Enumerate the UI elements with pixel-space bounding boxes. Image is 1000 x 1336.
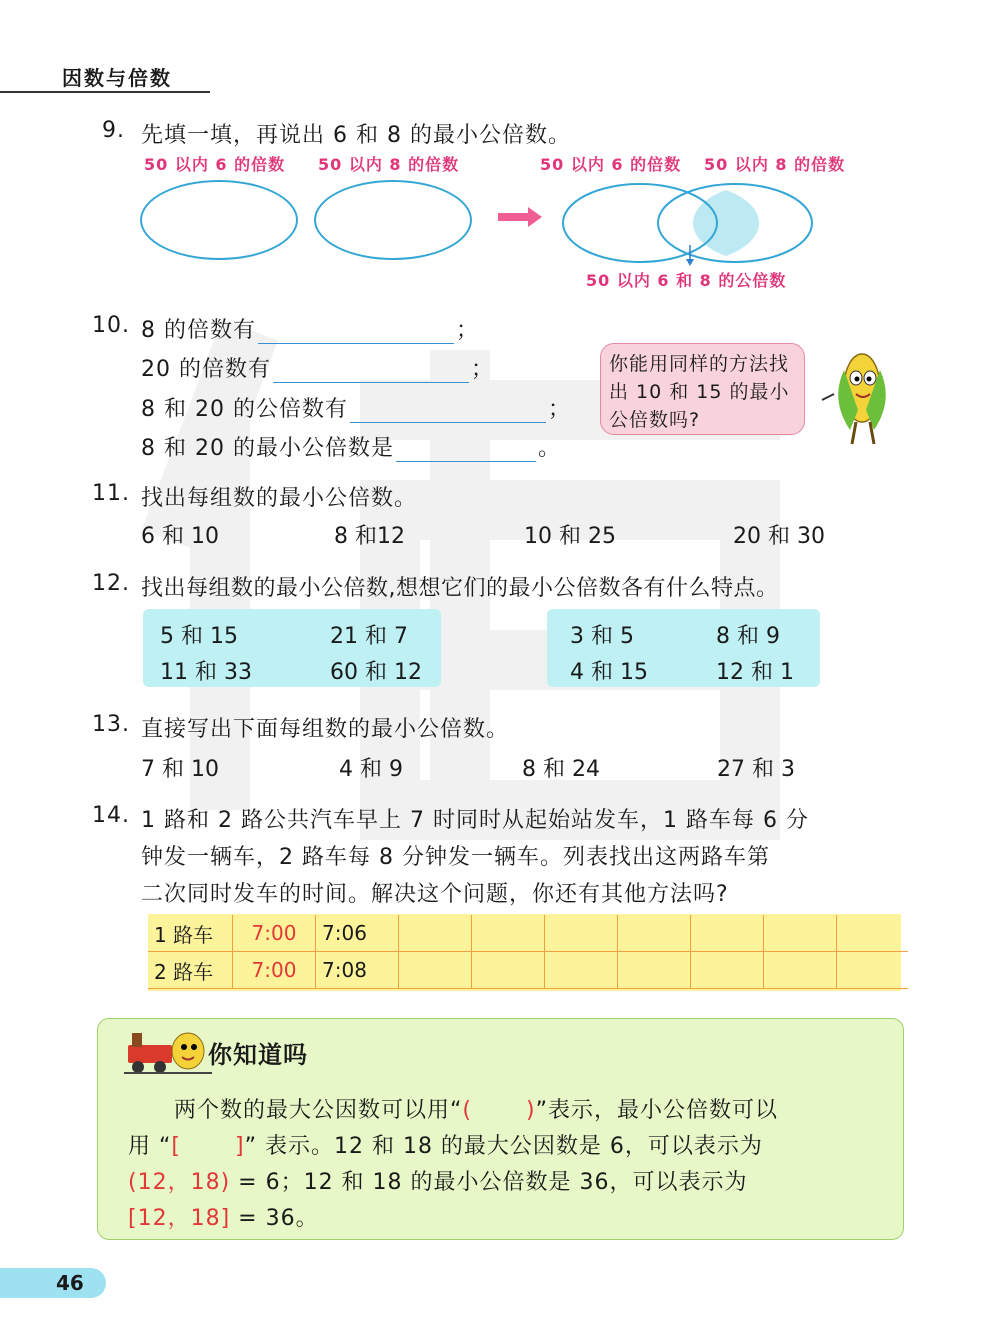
q13-text: 直接写出下面每组数的最小公倍数。 (141, 717, 510, 742)
q12-item: 11 和 33 (160, 660, 252, 685)
empty-cell[interactable] (764, 952, 837, 989)
q12-item: 8 和 9 (716, 624, 780, 649)
q13-number: 13. (92, 712, 130, 737)
q10-number: 10. (92, 313, 130, 338)
q10-blank-2[interactable] (273, 360, 469, 383)
corn-mascot-icon (820, 340, 900, 450)
q14-number: 14. (92, 803, 130, 828)
q12-item: 4 和 15 (570, 660, 648, 685)
oval-multiples-8[interactable] (314, 180, 472, 260)
q9-number: 9. (102, 118, 125, 143)
q10-blank-4[interactable] (396, 439, 536, 462)
empty-cell[interactable] (618, 952, 691, 989)
empty-cell[interactable] (545, 915, 618, 952)
next-time: 7:06 (316, 915, 399, 952)
q9-label-8: 50 以内 8 的倍数 (318, 155, 460, 174)
empty-cell[interactable] (837, 915, 909, 952)
q12-number: 12. (92, 571, 130, 596)
know-line-1: 两个数的最大公因数可以用“( )”表示，最小公倍数可以 (174, 1098, 778, 1123)
table-row (148, 952, 908, 989)
q11-item: 6 和 10 (141, 524, 219, 549)
start-time: 7:00 (233, 915, 316, 952)
q12-item: 3 和 5 (570, 624, 634, 649)
q9-text: 先填一填，再说出 6 和 8 的最小公倍数。 (141, 123, 571, 148)
q12-text: 找出每组数的最小公倍数,想想它们的最小公倍数各有什么特点。 (141, 576, 779, 601)
q10-line2: 20 的倍数有 ； (141, 357, 495, 382)
empty-cell[interactable] (399, 952, 472, 989)
empty-cell[interactable] (837, 952, 909, 989)
q11-item: 8 和12 (334, 524, 405, 549)
q9-label-6: 50 以内 6 的倍数 (144, 155, 286, 174)
empty-cell[interactable] (691, 915, 764, 952)
did-you-know-box (97, 1018, 904, 1240)
did-you-know-title: 你知道吗 (208, 1041, 308, 1069)
row-label: 1 路车 (148, 915, 233, 952)
q12-item: 5 和 15 (160, 624, 238, 649)
down-arrow-icon (684, 245, 696, 267)
q10-line4: 8 和 20 的最小公倍数是 。 (141, 436, 561, 461)
q14-line2: 钟发一辆车，2 路车每 8 分钟发一辆车。列表找出这两路车第 (141, 845, 770, 870)
q12-item: 12 和 1 (716, 660, 794, 685)
q11-item: 10 和 25 (524, 524, 616, 549)
next-time: 7:08 (316, 952, 399, 989)
know-line-3: (12，18) = 6；12 和 18 的最小公倍数是 36，可以表示为 (128, 1170, 748, 1195)
know-line-4: [12，18] = 36。 (128, 1206, 319, 1231)
bus-schedule-table (148, 915, 908, 989)
empty-cell[interactable] (618, 915, 691, 952)
q9-label-6-right: 50 以内 6 的倍数 (540, 155, 682, 174)
empty-cell[interactable] (764, 915, 837, 952)
q10-blank-1[interactable] (258, 321, 454, 344)
q10-line1: 8 的倍数有 ； (141, 318, 480, 343)
q9-label-common: 50 以内 6 和 8 的公倍数 (586, 271, 787, 290)
page-number-tab (0, 1268, 106, 1298)
empty-cell[interactable] (399, 915, 472, 952)
q12-item: 21 和 7 (330, 624, 408, 649)
page-number: 46 (56, 1271, 84, 1295)
empty-cell[interactable] (545, 952, 618, 989)
page-title: 因数与倍数 (62, 66, 172, 90)
table-row (148, 915, 908, 952)
q10-line3: 8 和 20 的公倍数有 ； (141, 397, 571, 422)
start-time: 7:00 (233, 952, 316, 989)
q11-text: 找出每组数的最小公倍数。 (141, 486, 418, 511)
know-line-2: 用 “[ ]” 表示。12 和 18 的最大公因数是 6，可以表示为 (128, 1134, 763, 1159)
q13-item: 27 和 3 (717, 757, 795, 782)
empty-cell[interactable] (472, 952, 545, 989)
q14-line1: 1 路和 2 路公共汽车早上 7 时同时从起始站发车，1 路车每 6 分 (141, 808, 809, 833)
empty-cell[interactable] (691, 952, 764, 989)
q13-item: 7 和 10 (141, 757, 219, 782)
hint-speech-bubble: 你能用同样的方法找出 10 和 15 的最小公倍数吗? (600, 343, 805, 435)
q11-number: 11. (92, 481, 130, 506)
row-label: 2 路车 (148, 952, 233, 989)
q14-line3: 二次同时发车的时间。解决这个问题，你还有其他方法吗? (141, 882, 729, 907)
q10-blank-3[interactable] (350, 400, 546, 423)
q9-label-8-right: 50 以内 8 的倍数 (704, 155, 846, 174)
q11-item: 20 和 30 (733, 524, 825, 549)
empty-cell[interactable] (472, 915, 545, 952)
arrow-right-icon (498, 207, 544, 227)
train-mascot-icon (124, 1027, 214, 1075)
q12-item: 60 和 12 (330, 660, 422, 685)
header-divider (0, 91, 210, 93)
q13-item: 4 和 9 (339, 757, 403, 782)
q13-item: 8 和 24 (522, 757, 600, 782)
oval-multiples-6[interactable] (140, 180, 298, 260)
